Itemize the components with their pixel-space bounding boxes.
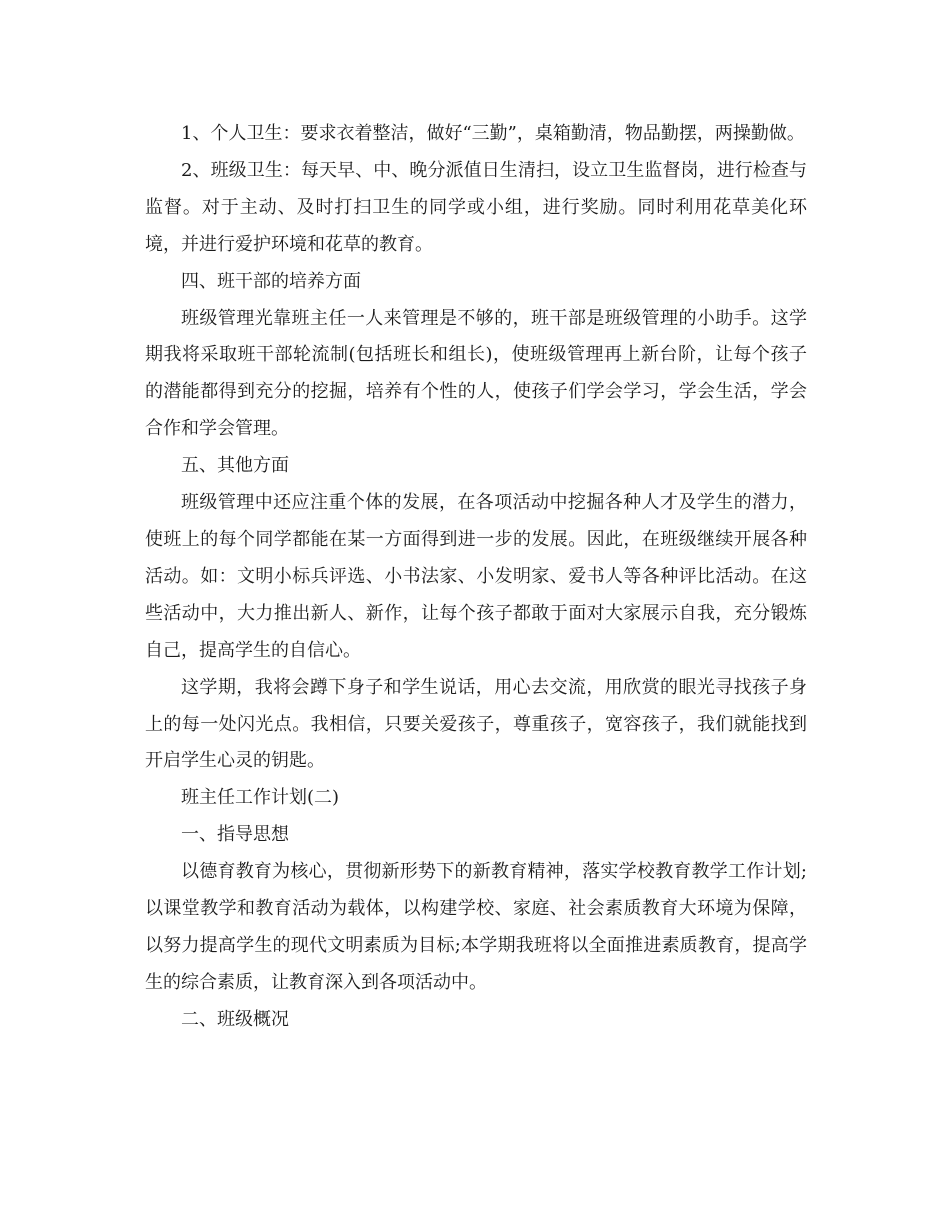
heading-guiding-ideology: 一、指导思想	[181, 824, 289, 846]
paragraph-personal-hygiene: 1、个人卫生：要求衣着整洁，做好“三勤”，桌箱勤清，物品勤摆，两操勤做。	[181, 123, 805, 144]
heading-work-plan-two: 班主任工作计划(二)	[181, 787, 340, 809]
paragraph-guiding-ideology: 以德育教育为核心，贯彻新形势下的新教育精神，落实学校教育教学工作计划;以课堂教学和教育活动为载体，以构建学校、家庭、社会素质教育大环境为保障，以努力提高学生的现代文明素质为目标;本学期我班将以全面推进素质教育，提高学生的综合素质，让教育深入到各项活动中。	[145, 861, 807, 993]
paragraph-semester-commitment: 这学期，我将会蹲下身子和学生说话，用心去交流，用欣赏的眼光寻找孩子身上的每一处闪光点。我相信，只要关爱孩子，尊重孩子，宽容孩子，我们就能找到开启学生心灵的钥匙。	[145, 676, 807, 772]
document-body	[145, 116, 807, 1039]
heading-other-aspects: 五、其他方面	[181, 455, 289, 477]
paragraph-class-hygiene: 2、班级卫生：每天早、中、晚分派值日生清扫，设立卫生监督岗，进行检查与监督。对于主动、及时打扫卫生的同学或小组，进行奖励。同时利用花草美化环境，并进行爱护环境和花草的教育。	[145, 159, 807, 255]
heading-class-overview: 二、班级概况	[181, 1008, 289, 1030]
paragraph-other-aspects: 班级管理中还应注重个体的发展，在各项活动中挖掘各种人才及学生的潜力，使班上的每个同学都能在某一方面得到进一步的发展。因此，在班级继续开展各种活动。如：文明小标兵评选、小书法家、小发明家、爱书人等各种评比活动。在这些活动中，大力推出新人、新作，让每个孩子都敢于面对大家展示自我，充分锻炼自己，提高学生的自信心。	[145, 492, 807, 661]
heading-class-cadre-training: 四、班干部的培养方面	[181, 270, 361, 292]
paragraph-class-cadre: 班级管理光靠班主任一人来管理是不够的，班干部是班级管理的小助手。这学期我将采取班干部轮流制(包括班长和组长)，使班级管理再上新台阶，让每个孩子的潜能都得到充分的挖掘，培养有个性的人，使孩子们学会学习，学会生活，学会合作和学会管理。	[145, 307, 807, 440]
